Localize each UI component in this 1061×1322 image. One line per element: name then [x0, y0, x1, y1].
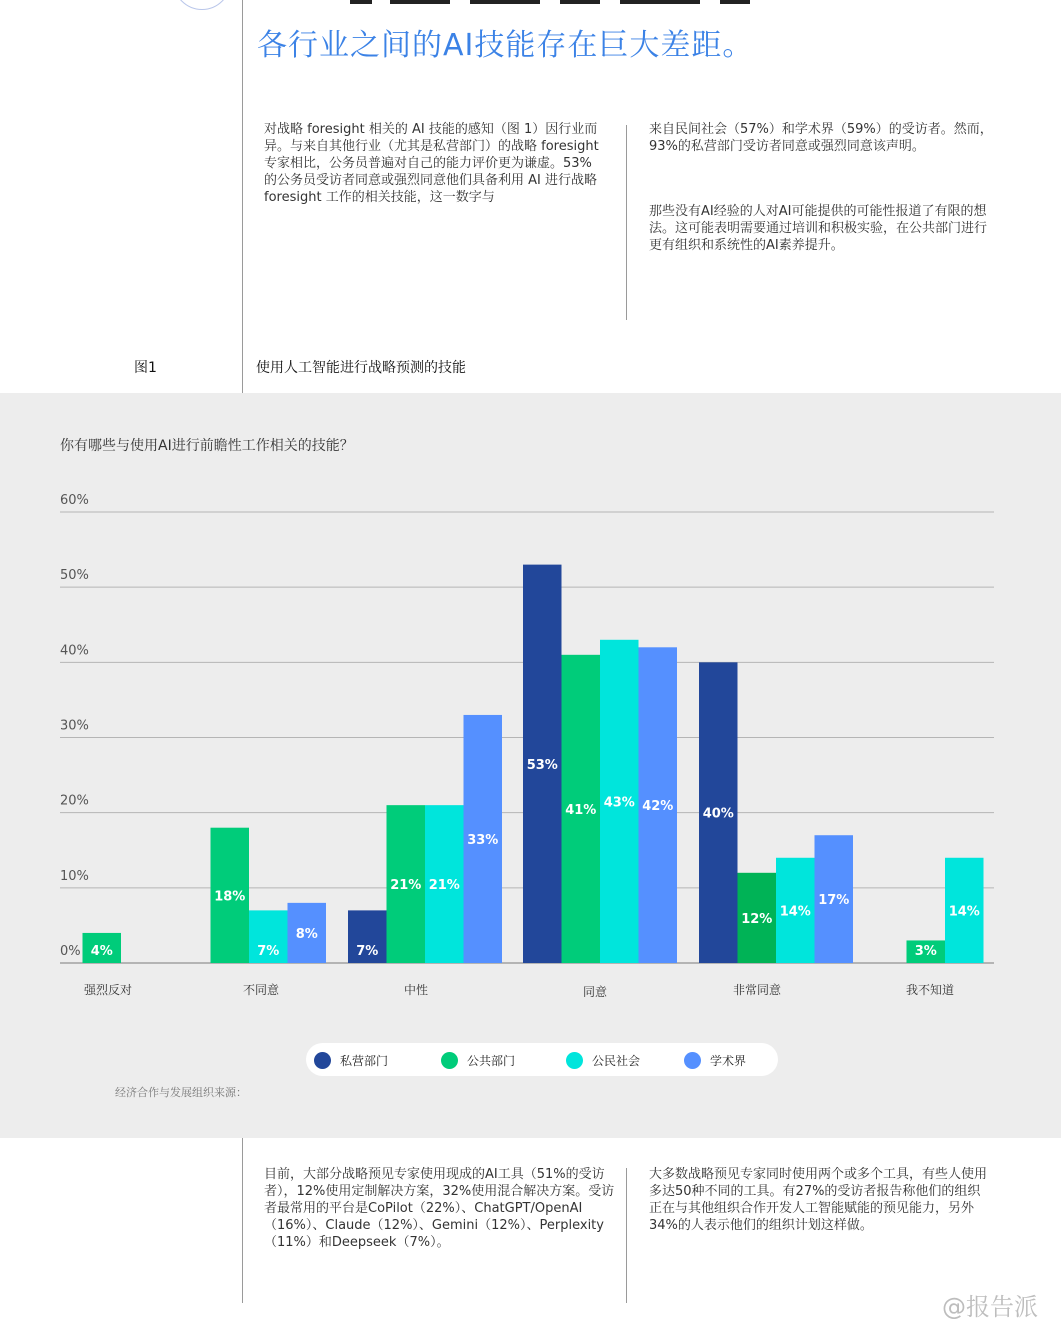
- legend-label-private: 私营部门: [340, 1053, 389, 1068]
- left-vertical-rule-bottom: [242, 1138, 243, 1303]
- x-tick-label: 我不知道: [905, 983, 955, 997]
- y-tick-label: 30%: [60, 718, 89, 734]
- data-label: 18%: [214, 889, 246, 905]
- data-label: 21%: [390, 878, 422, 894]
- data-label: 14%: [779, 904, 811, 920]
- legend-swatch-civil: [566, 1052, 583, 1069]
- data-label: 8%: [295, 926, 318, 942]
- bar-chart: [0, 393, 1061, 1033]
- chart-source: 经济合作与发展组织来源：: [115, 1086, 247, 1099]
- x-tick-label: 非常同意: [732, 983, 782, 997]
- y-tick-label: 20%: [60, 793, 89, 809]
- intro-paragraph-1: 对战略 foresight 相关的 AI 技能的感知（图 1）因行业而异。与来自其他行业（尤其是私营部门）的战略 foresight 专家相比，公务员普遍对自己的能力评价更为谦虚。53% 的公务员受访者同意或强烈同意他们具备利用 AI 进行战略 foresight 工作的相关技能，这一数字与: [264, 122, 599, 205]
- legend-item-civil: [566, 1051, 640, 1069]
- column-divider-bottom: [626, 1168, 627, 1303]
- legend-label-civil: 公民社会: [592, 1053, 641, 1068]
- y-tick-label: 10%: [60, 868, 89, 884]
- legend-label-academia: 学术界: [710, 1053, 747, 1068]
- legend-item-academia: [684, 1051, 746, 1069]
- figure-title: 使用人工智能进行战略预测的技能: [256, 360, 466, 376]
- y-tick-label: 40%: [60, 643, 89, 659]
- data-label: 41%: [565, 802, 597, 818]
- header-circle-decoration: [173, 0, 231, 10]
- data-label: 33%: [467, 832, 499, 848]
- legend-swatch-private: [314, 1052, 331, 1069]
- x-tick-label: 强烈反对: [83, 983, 133, 997]
- data-label: 7%: [356, 944, 379, 959]
- legend-swatch-academia: [684, 1052, 701, 1069]
- x-tick-label: 同意: [582, 985, 608, 999]
- data-label: 7%: [257, 944, 280, 959]
- data-label: 42%: [642, 799, 674, 815]
- y-tick-label: 50%: [60, 568, 89, 584]
- figure-label: 图1: [134, 360, 157, 376]
- data-label: 17%: [818, 893, 850, 909]
- outro-paragraph-1: 目前，大部分战略预见专家使用现成的AI工具（51%的受访者），12%使用定制解决方案，32%使用混合解决方案。受访者最常用的平台是CoPilot（22%）、ChatGPT/OpenAI（16%）、Claude（12%）、Gemini（12%）、Perplexity（11%）和Deepseek（7%）。: [264, 1167, 615, 1250]
- legend-item-private: [314, 1051, 388, 1069]
- legend-label-public: 公共部门: [467, 1053, 516, 1068]
- x-tick-label: 不同意: [242, 983, 280, 997]
- outro-paragraph-2: 大多数战略预见专家同时使用两个或多个工具，有些人使用多达50种不同的工具。有27%的受访者报告称他们的组织正在与其他组织合作开发人工智能赋能的预见能力，另外34%的人表示他们的组织计划这样做。: [649, 1167, 988, 1233]
- y-tick-label: 60%: [60, 493, 89, 508]
- watermark: @报告派: [942, 1293, 1038, 1321]
- x-tick-label: 中性: [403, 983, 429, 997]
- cut-off-heading-fragment: [350, 0, 770, 4]
- column-divider-top: [626, 125, 627, 320]
- intro-paragraph-3: 那些没有AI经验的人对AI可能提供的可能性报道了有限的想法。这可能表明需要通过培训和积极实验，在公共部门进行更有组织和系统性的AI素养提升。: [649, 204, 988, 253]
- data-label: 12%: [741, 911, 773, 927]
- data-label: 43%: [603, 795, 635, 811]
- left-vertical-rule: [242, 0, 243, 393]
- y-tick-label: 0%: [60, 944, 81, 959]
- data-label: 14%: [948, 904, 980, 920]
- data-label: 53%: [526, 757, 558, 773]
- data-label: 3%: [914, 944, 937, 959]
- data-label: 4%: [90, 944, 113, 959]
- chart-question: 你有哪些与使用AI进行前瞻性工作相关的技能？: [60, 438, 354, 454]
- intro-paragraph-2: 来自民间社会（57%）和学术界（59%）的受访者。然而，93%的私营部门受访者同意或强烈同意该声明。: [649, 122, 993, 154]
- legend-swatch-public: [441, 1052, 458, 1069]
- data-label: 21%: [428, 878, 460, 894]
- chart-legend: [306, 1043, 778, 1076]
- headline: 各行业之间的AI技能存在巨大差距。: [257, 28, 754, 63]
- data-label: 40%: [702, 806, 734, 822]
- legend-item-public: [441, 1051, 515, 1069]
